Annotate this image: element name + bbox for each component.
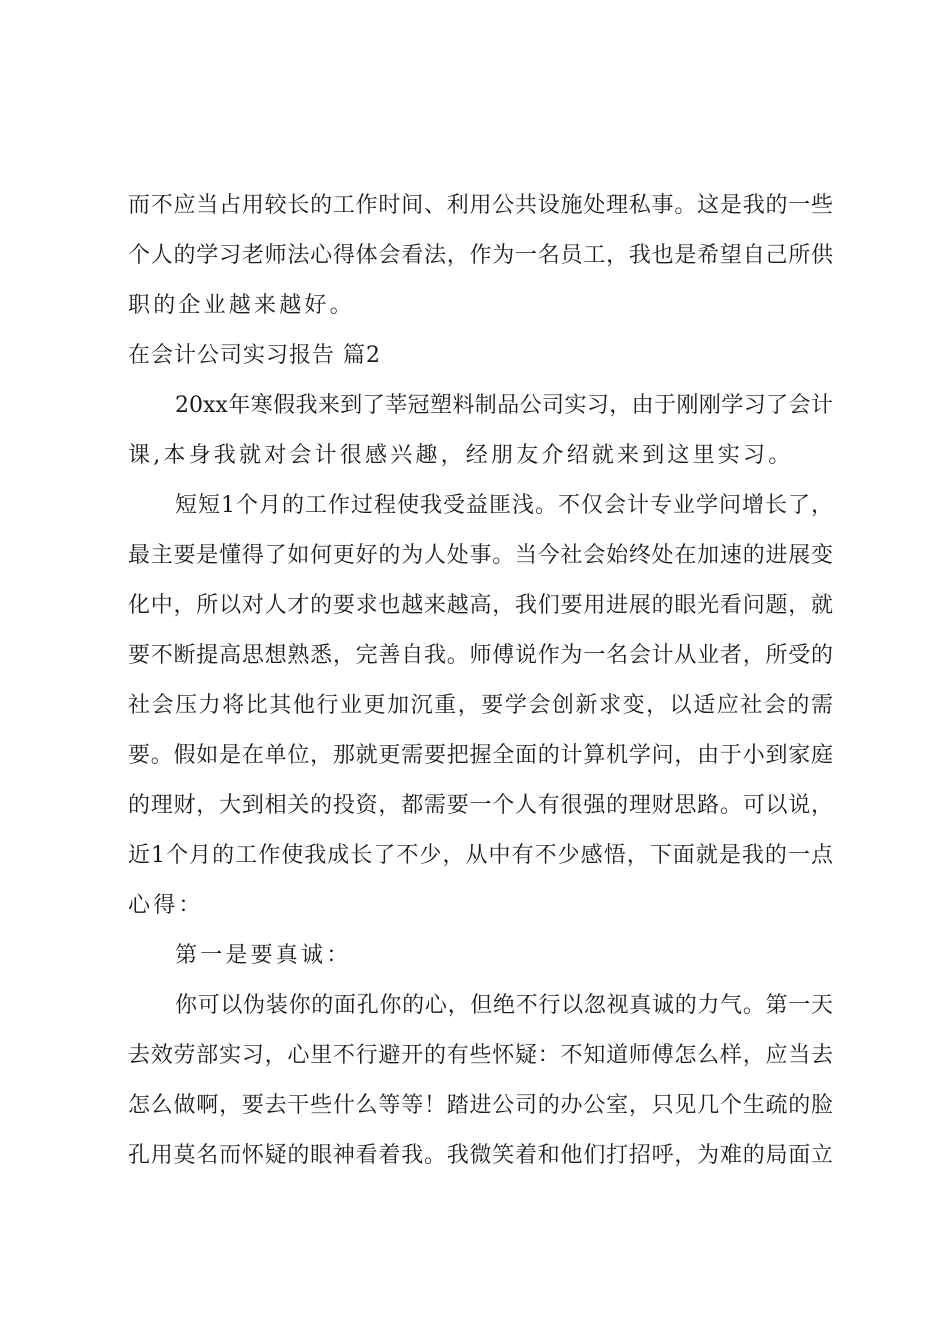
body-text-line: 社会压力将比其他行业更加沉重，要学会创新求变，以适应社会的需 <box>128 693 833 718</box>
body-text-line: 近1个月的工作使我成长了不少，从中有不少感悟，下面就是我的一点 <box>128 843 833 868</box>
body-text-line: 心得： <box>128 893 204 918</box>
body-text-line: 去效劳部实习，心里不行避开的有些怀疑：不知道师傅怎么样，应当去 <box>128 1043 833 1068</box>
body-text-line: 怎么做啊，要去干些什么等等！踏进公司的办公室，只见几个生疏的脸 <box>128 1093 833 1118</box>
body-text-line: 最主要是懂得了如何更好的为人处事。当今社会始终处在加速的进展变 <box>128 543 833 568</box>
body-text-line: 职的企业越来越好。 <box>128 293 355 318</box>
body-text-line: 课,本身我就对会计很感兴趣，经朋友介绍就来到这里实习。 <box>128 443 794 468</box>
body-text-line: 的理财，大到相关的投资，都需要一个人有很强的理财思路。可以说， <box>128 793 833 818</box>
body-text-line: 要。假如是在单位，那就更需要把握全面的计算机学问，由于小到家庭 <box>128 743 833 768</box>
subheading: 第一是要真诚： <box>175 943 352 968</box>
section-heading: 在会计公司实习报告 篇2 <box>128 343 381 368</box>
body-text-line: 个人的学习老师法心得体会看法，作为一名员工，我也是希望自己所供 <box>128 243 833 268</box>
body-text-line: 化中，所以对人才的要求也越来越高，我们要用进展的眼光看问题，就 <box>128 593 833 618</box>
body-text-line: 20xx年寒假我来到了莘冠塑料制品公司实习，由于刚刚学习了会计 <box>175 393 833 418</box>
body-text-line: 要不断提高思想熟悉，完善自我。师傅说作为一名会计从业者，所受的 <box>128 643 833 668</box>
body-text-line: 你可以伪装你的面孔你的心，但绝不行以忽视真诚的力气。第一天 <box>175 993 833 1018</box>
body-text-line: 而不应当占用较长的工作时间、利用公共设施处理私事。这是我的一些 <box>128 193 833 218</box>
body-text-line: 孔用莫名而怀疑的眼神看着我。我微笑着和他们打招呼，为难的局面立 <box>128 1143 833 1168</box>
body-text-line: 短短1个月的工作过程使我受益匪浅。不仅会计专业学问增长了， <box>175 493 833 518</box>
